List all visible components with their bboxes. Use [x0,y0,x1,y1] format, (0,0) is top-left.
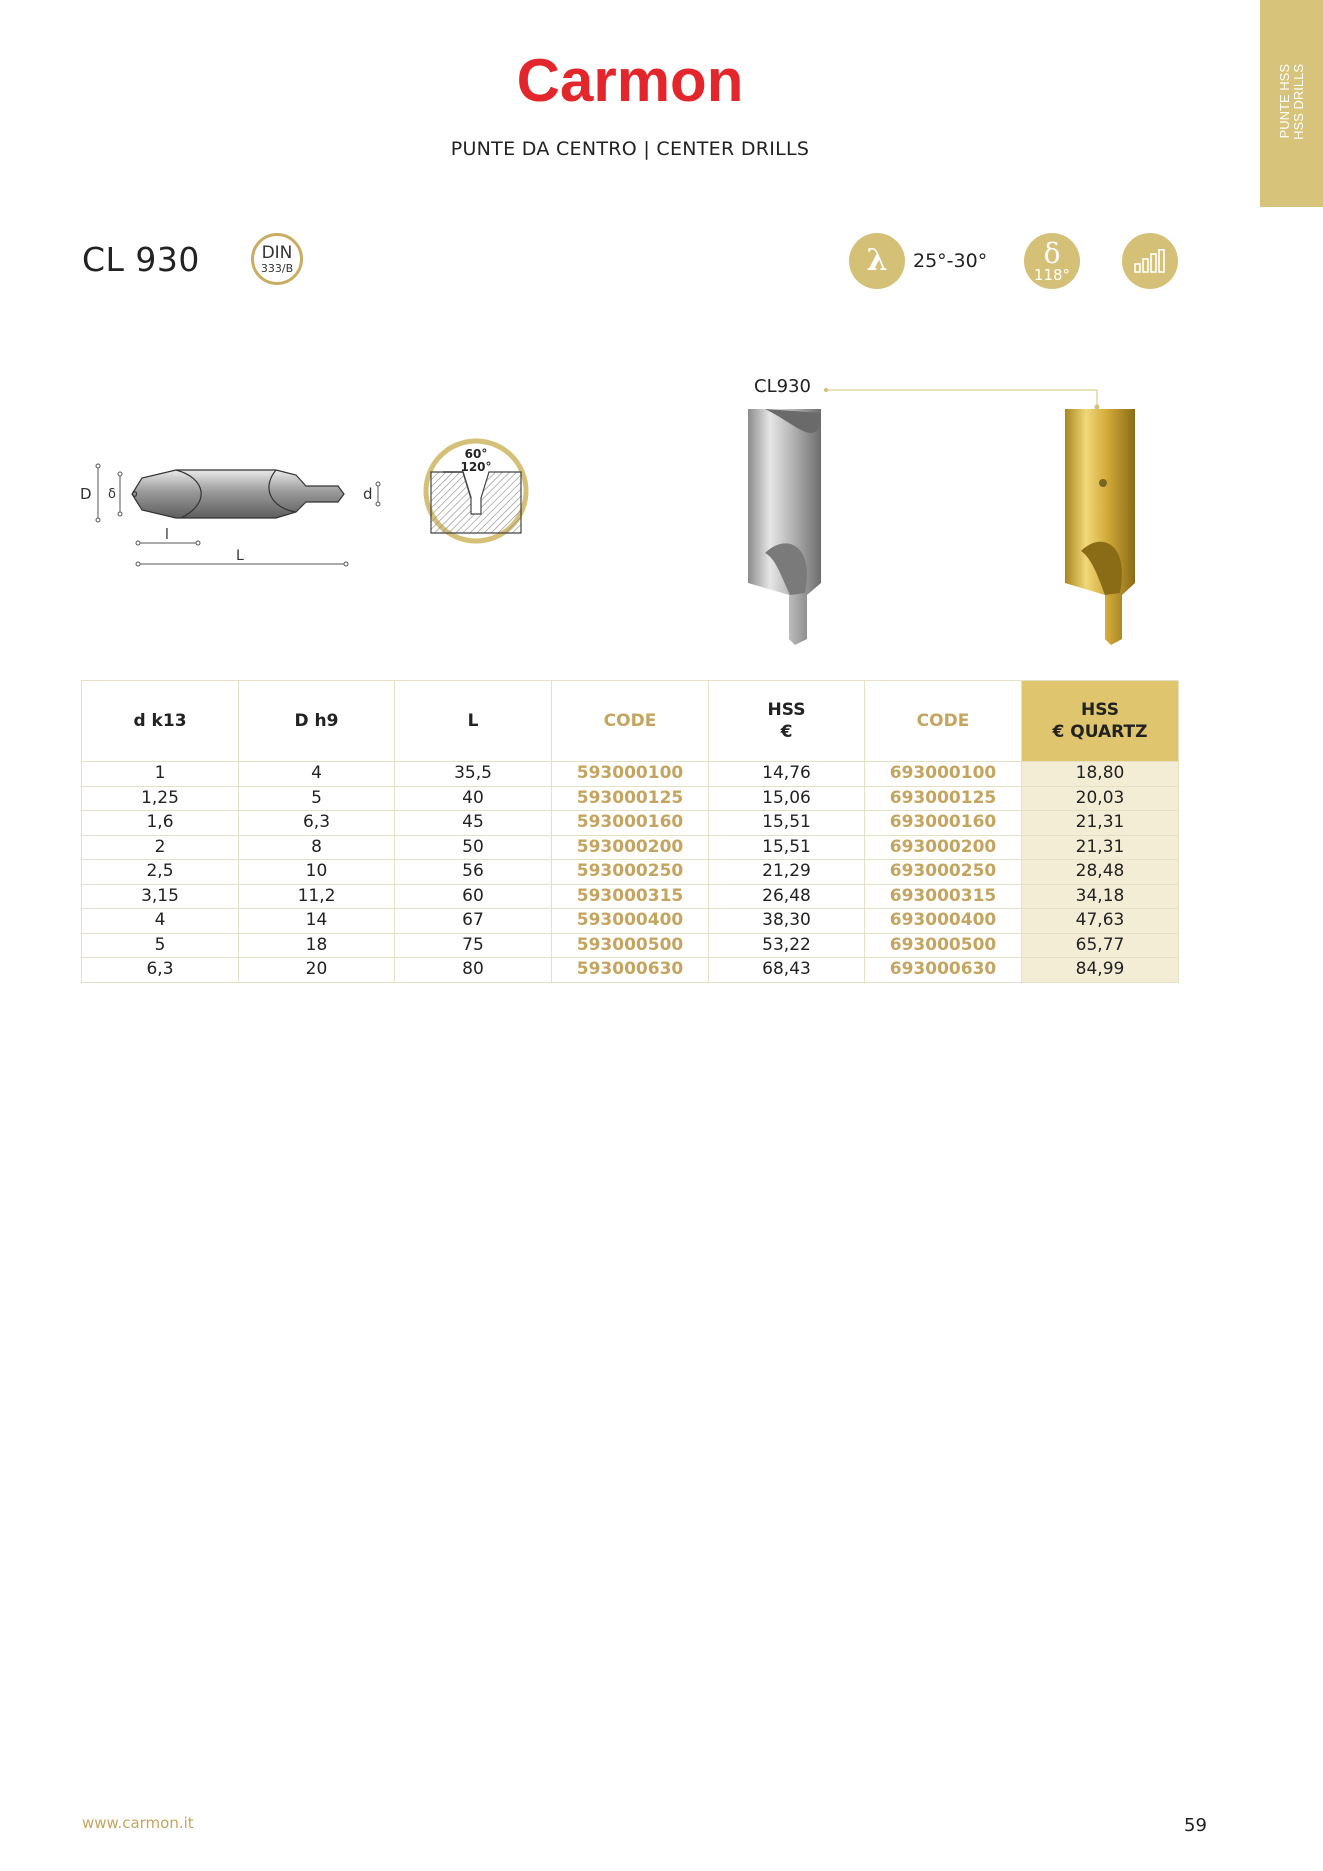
hss-header-line-1: HSS [767,700,806,720]
cell-code-quartz: 693000400 [865,909,1022,934]
cell-code-quartz: 693000630 [865,958,1022,983]
carmon-logo: Carmon [516,47,744,114]
drill-photo-hss [748,409,821,645]
cell-d: 3,15 [82,884,239,909]
table-row [82,958,1179,983]
cell-code-hss: 593000160 [552,811,709,836]
cell-hss-price: 38,30 [709,909,865,934]
delta-icon [1024,233,1080,289]
col-header-code-quartz: CODE [865,681,1022,762]
col-header-code-hss: CODE [552,681,709,762]
label-delta: δ [108,487,116,502]
drill-photo-quartz [1065,409,1135,645]
col-header-hss-price [709,681,865,762]
col-header-D: D h9 [239,681,395,762]
cell-d: 2 [82,835,239,860]
photo-label: CL930 [754,376,811,397]
cell-code-quartz: 693000500 [865,933,1022,958]
cell-code-hss: 593000315 [552,884,709,909]
cell-hss-price: 68,43 [709,958,865,983]
cell-quartz-price: 34,18 [1022,884,1179,909]
table-row [82,909,1179,934]
cell-D: 5 [239,786,395,811]
cell-L: 67 [395,909,552,934]
cell-code-hss: 593000400 [552,909,709,934]
lambda-icon [849,233,905,289]
cell-L: 50 [395,835,552,860]
cell-D: 18 [239,933,395,958]
cell-code-quartz: 693000160 [865,811,1022,836]
table-row [82,811,1179,836]
angle-120: 120° [460,460,492,474]
angle-detail-diagram [423,438,529,544]
label-L: L [236,548,244,564]
cell-code-quartz: 693000200 [865,835,1022,860]
cell-quartz-price: 18,80 [1022,762,1179,787]
col-header-quartz-price [1022,681,1179,762]
cell-d: 6,3 [82,958,239,983]
cell-hss-price: 53,22 [709,933,865,958]
angle-60: 60° [464,447,488,461]
page-subtitle: PUNTE DA CENTRO | CENTER DRILLS [450,138,810,160]
quartz-header-line-2: € QUARTZ [1052,722,1148,742]
helix-angle-value: 25°-30° [913,250,988,272]
cell-D: 8 [239,835,395,860]
cell-quartz-price: 20,03 [1022,786,1179,811]
bars-icon [1122,233,1178,289]
cell-code-hss: 593000500 [552,933,709,958]
cell-code-quartz: 693000125 [865,786,1022,811]
table-row [82,860,1179,885]
cell-d: 1,6 [82,811,239,836]
cell-quartz-price: 65,77 [1022,933,1179,958]
col-header-d: d k13 [82,681,239,762]
table-row [82,786,1179,811]
bars-icon-graphic [1134,249,1166,273]
cell-code-quartz: 693000100 [865,762,1022,787]
cell-hss-price: 26,48 [709,884,865,909]
cell-code-hss: 593000630 [552,958,709,983]
lambda-symbol: λ [866,243,888,278]
product-code-title: CL 930 [82,240,200,279]
cell-quartz-price: 28,48 [1022,860,1179,885]
din-number: 333/B [260,261,294,275]
table-row [82,835,1179,860]
table-row [82,762,1179,787]
price-table [81,680,1179,983]
table-body [82,762,1179,983]
cell-code-quartz: 693000250 [865,860,1022,885]
cell-D: 14 [239,909,395,934]
cell-hss-price: 21,29 [709,860,865,885]
cell-code-hss: 593000100 [552,762,709,787]
cell-hss-price: 15,06 [709,786,865,811]
cell-quartz-price: 21,31 [1022,835,1179,860]
table-header-row [82,681,1179,762]
cell-L: 80 [395,958,552,983]
label-D: D [80,485,92,503]
delta-symbol: δ [1043,236,1061,270]
side-tab-line-1: PUNTE HSS [1276,64,1292,139]
cell-hss-price: 15,51 [709,835,865,860]
cell-D: 10 [239,860,395,885]
table-row [82,884,1179,909]
cell-d: 4 [82,909,239,934]
cell-quartz-price: 84,99 [1022,958,1179,983]
din-label: DIN [261,242,293,263]
cell-D: 6,3 [239,811,395,836]
side-tab-line-2: HSS DRILLS [1290,64,1306,140]
cell-d: 2,5 [82,860,239,885]
cell-D: 4 [239,762,395,787]
center-drill-technical-drawing [76,448,396,573]
cell-code-hss: 593000250 [552,860,709,885]
cell-code-hss: 593000200 [552,835,709,860]
footer-website-link[interactable]: www.carmon.it [82,1814,194,1832]
cell-d: 1,25 [82,786,239,811]
cell-L: 45 [395,811,552,836]
hss-header-line-2: € [780,722,793,742]
label-l: l [165,527,169,543]
table-row [82,933,1179,958]
col-header-L: L [395,681,552,762]
cell-L: 35,5 [395,762,552,787]
cell-D: 20 [239,958,395,983]
cell-code-quartz: 693000315 [865,884,1022,909]
cell-quartz-price: 21,31 [1022,811,1179,836]
product-photos [735,383,1155,653]
page-number: 59 [1184,1815,1207,1836]
quartz-header-line-1: HSS [1081,700,1119,720]
point-angle-value: 118° [1033,265,1071,284]
cell-hss-price: 15,51 [709,811,865,836]
label-d: d [363,485,373,503]
section-side-tab [1260,0,1323,207]
cell-L: 40 [395,786,552,811]
cell-quartz-price: 47,63 [1022,909,1179,934]
cell-L: 60 [395,884,552,909]
cell-L: 56 [395,860,552,885]
cell-L: 75 [395,933,552,958]
din-norm-badge [251,233,303,285]
cell-d: 1 [82,762,239,787]
cell-D: 11,2 [239,884,395,909]
cell-code-hss: 593000125 [552,786,709,811]
cell-hss-price: 14,76 [709,762,865,787]
cell-d: 5 [82,933,239,958]
